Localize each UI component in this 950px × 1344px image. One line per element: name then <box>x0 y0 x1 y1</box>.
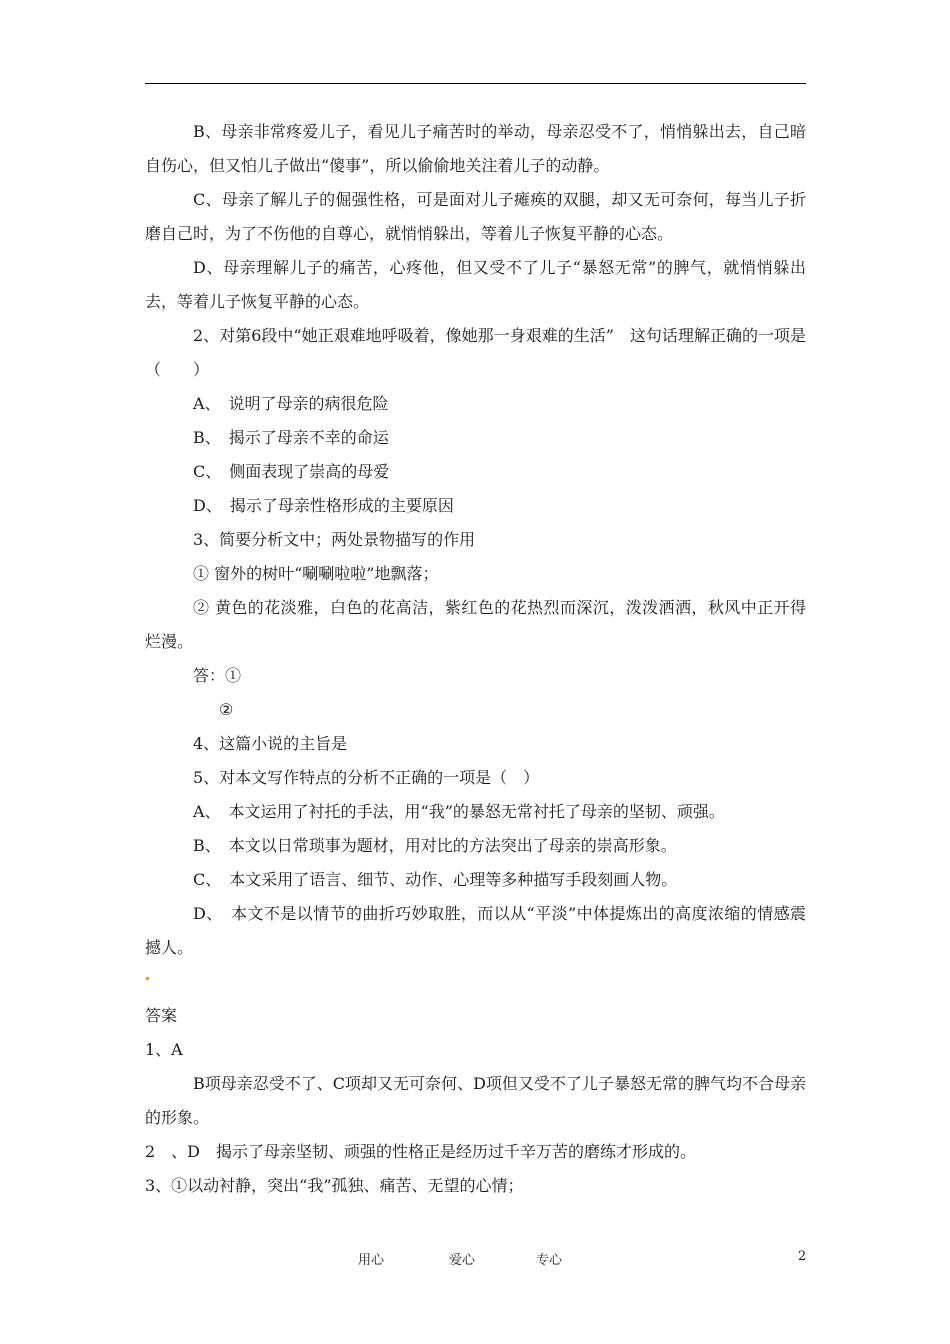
question-3-item-2: ② 黄色的花淡雅，白色的花高洁，紫红色的花热烈而深沉，泼泼洒洒，秋风中正开得烂漫。 <box>145 598 806 651</box>
answers-heading: 答案 <box>145 1006 178 1025</box>
blank-line <box>145 965 806 999</box>
question-3-item-1: ① 窗外的树叶“唰唰啦啦”地飘落； <box>193 564 439 583</box>
answer-1: 1、A <box>145 1040 183 1059</box>
footer-motto-3: 专心 <box>536 1253 563 1268</box>
header-rule <box>145 83 806 84</box>
answer-2: 2 、D 揭示了母亲坚韧、顽强的性格正是经历过千辛万苦的磨练才形成的。 <box>145 1142 697 1161</box>
question-5-option-d: D、 本文不是以情节的曲折巧妙取胜，而以从“平淡”中体提炼出的高度浓缩的情感震撼人。 <box>145 904 806 957</box>
question-2-option-d: D、 揭示了母亲性格形成的主要原因 <box>193 496 454 515</box>
paragraph-option-d: D、母亲理解儿子的痛苦，心疼他，但又受不了儿子“暴怒无常”的脾气，就悄悄躲出去，等着儿子恢复平静的心态。 <box>145 258 806 311</box>
question-5: 5、对本文写作特点的分析不正确的一项是（ ） <box>193 768 540 787</box>
answer-3: 3、①以动衬静，突出“我”孤独、痛苦、无望的心情； <box>145 1176 524 1195</box>
page-content <box>145 115 806 1203</box>
paragraph-option-b: B、母亲非常疼爱儿子，看见儿子痛苦时的举动，母亲忍受不了，悄悄躲出去，自己暗自伤心，但又怕儿子做出“傻事”，所以偷偷地关注着儿子的动静。 <box>145 122 806 175</box>
page-footer <box>0 1249 950 1269</box>
question-5-option-c: C、 本文采用了语言、细节、动作、心理等多种描写手段刻画人物。 <box>193 870 678 889</box>
answer-1-explanation: B项母亲忍受不了、C项却又无可奈何、D项但又受不了儿子暴怒无常的脾气均不合母亲的形象。 <box>145 1074 806 1127</box>
question-2-option-c: C、 侧面表现了崇高的母爱 <box>193 462 390 481</box>
footer-motto-1: 用心 <box>358 1253 385 1268</box>
answer-line-1: 答：① <box>193 666 242 685</box>
question-2-option-b: B、 揭示了母亲不幸的命运 <box>193 428 389 447</box>
answer-line-2: ② <box>219 700 234 719</box>
question-2-option-a: A、 说明了母亲的病很危险 <box>193 394 389 413</box>
paragraph-option-c: C、母亲了解儿子的倔强性格，可是面对儿子瘫痪的双腿，却又无可奈何，每当儿子折磨自己时，为了不伤他的自尊心，就悄悄躲出，等着儿子恢复平静的心态。 <box>145 190 806 243</box>
stray-mark <box>146 977 149 980</box>
footer-motto-2: 爱心 <box>449 1253 476 1268</box>
page-number: 2 <box>798 1249 807 1264</box>
question-5-option-b: B、 本文以日常琐事为题材，用对比的方法突出了母亲的崇高形象。 <box>193 836 677 855</box>
question-4: 4、这篇小说的主旨是 <box>193 734 348 753</box>
question-5-option-a: A、 本文运用了衬托的手法，用“我”的暴怒无常衬托了母亲的坚韧、顽强。 <box>193 802 725 821</box>
question-3: 3、简要分析文中；两处景物描写的作用 <box>193 530 476 549</box>
question-2: 2、对第6段中“她正艰难地呼吸着，像她那一身艰难的生活” 这句话理解正确的一项是（ ） <box>145 326 806 379</box>
